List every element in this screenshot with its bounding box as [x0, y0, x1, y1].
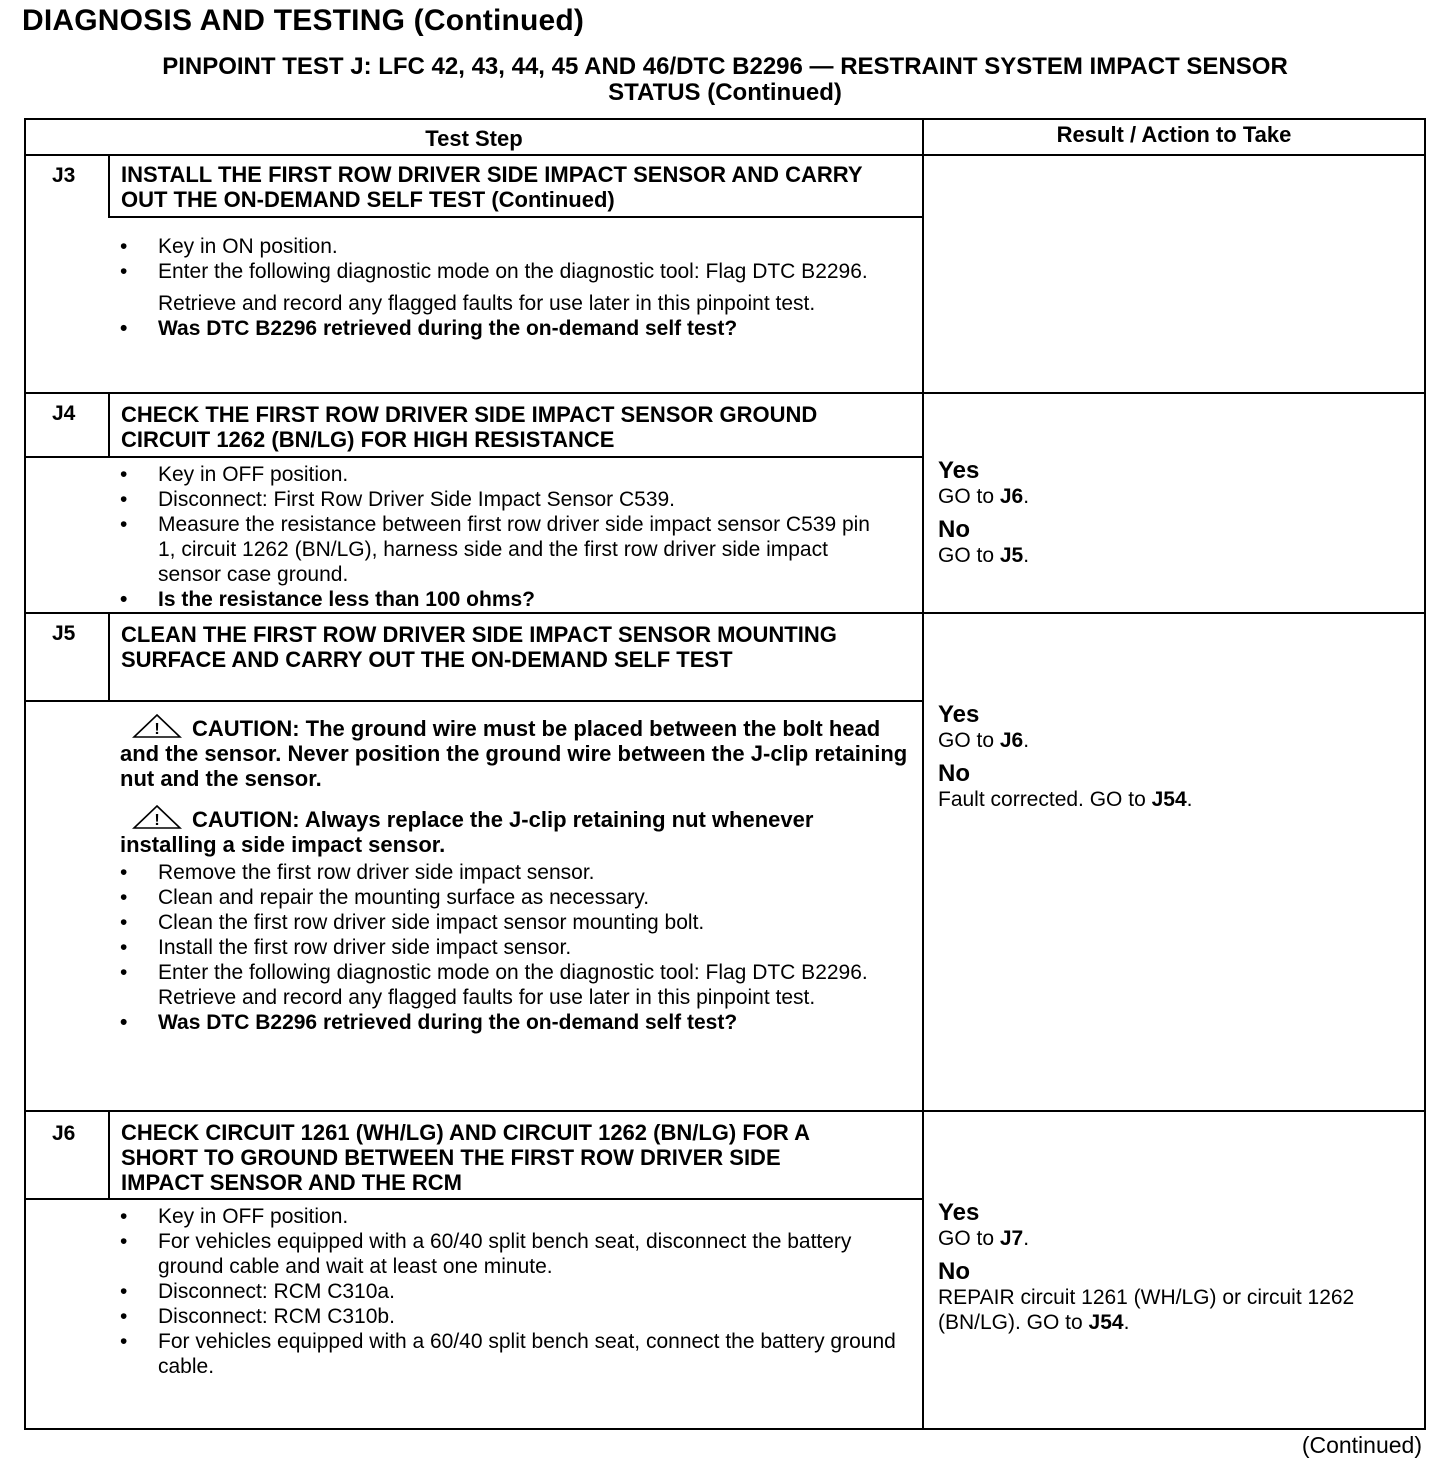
goto-link[interactable]: J5	[999, 544, 1024, 567]
warning-icon	[132, 714, 182, 738]
step-question: • Was DTC B2296 retrieved during the on-demand self test?	[120, 1010, 910, 1035]
list-item: • Enter the following diagnostic mode on the diagnostic tool: Flag DTC B2296.	[120, 259, 910, 284]
step-note: Retrieve and record any flagged faults for use later in this pinpoint test.	[158, 292, 816, 315]
step-divider	[26, 612, 1426, 614]
footer-continued: (Continued)	[1301, 1432, 1422, 1458]
step-note: Retrieve and record any flagged faults for use later in this pinpoint test.	[158, 986, 816, 1009]
step-divider	[26, 392, 1426, 394]
step-title-j5: CLEAN THE FIRST ROW DRIVER SIDE IMPACT SENSOR MOUNTING SURFACE AND CARRY OUT THE ON-DEMAND SELF TEST	[121, 622, 837, 672]
subtitle-line-2: STATUS (Continued)	[608, 79, 842, 106]
result-yes-label: Yes	[938, 457, 980, 484]
step-body-j5	[120, 714, 910, 1035]
step-body-j3	[120, 234, 910, 341]
step-divider	[26, 1110, 1426, 1112]
header-result-action: Result / Action to Take	[1056, 122, 1292, 147]
list-item: • Install the first row driver side impact sensor.	[120, 935, 910, 960]
list-item: • Key in ON position.	[120, 234, 910, 259]
header-divider	[26, 154, 1426, 156]
step-id-j6: J6	[52, 1122, 76, 1145]
result-j5	[938, 702, 1418, 820]
list-item: • Remove the first row driver side impact sensor.	[120, 860, 910, 885]
goto-link[interactable]: J6	[999, 729, 1024, 752]
step-question: • Is the resistance less than 100 ohms?	[120, 587, 880, 612]
title-divider	[26, 1198, 922, 1200]
id-divider	[108, 154, 110, 218]
id-divider	[108, 612, 110, 702]
svg-text:!: !	[154, 721, 160, 738]
list-item: • Disconnect: RCM C310b.	[120, 1304, 910, 1329]
goto-link[interactable]: J7	[999, 1227, 1024, 1250]
list-item: • Key in OFF position.	[120, 1204, 910, 1229]
result-no-action: GO to J5.	[938, 544, 1030, 567]
result-yes-label: Yes	[938, 1199, 980, 1226]
result-yes-label: Yes	[938, 701, 980, 728]
step-title-j6: CHECK CIRCUIT 1261 (WH/LG) AND CIRCUIT 1262 (BN/LG) FOR A SHORT TO GROUND BETWEEN THE FIRST ROW DRIVER SIDE IMPACT SENSOR AND THE RCM	[121, 1120, 810, 1195]
pinpoint-test-subtitle	[40, 54, 1410, 106]
result-j4	[938, 458, 1418, 576]
title-divider	[26, 700, 922, 702]
step-title-j4: CHECK THE FIRST ROW DRIVER SIDE IMPACT SENSOR GROUND CIRCUIT 1262 (BN/LG) FOR HIGH RESISTANCE	[121, 402, 818, 452]
id-divider	[108, 1110, 110, 1200]
result-j6	[938, 1200, 1408, 1343]
column-divider	[922, 120, 924, 1430]
result-yes-action: GO to J7.	[938, 1227, 1030, 1250]
result-no-label: No	[938, 760, 970, 787]
list-item: • Key in OFF position.	[120, 462, 880, 487]
header-test-step: Test Step	[425, 126, 523, 151]
result-yes-action: GO to J6.	[938, 729, 1030, 752]
title-divider	[108, 216, 922, 218]
step-body-j6	[120, 1204, 910, 1379]
list-item: • Clean the first row driver side impact sensor mounting bolt.	[120, 910, 910, 935]
step-id-j3: J3	[52, 164, 76, 187]
page-title: DIAGNOSIS AND TESTING (Continued)	[22, 4, 585, 37]
step-title-j3: INSTALL THE FIRST ROW DRIVER SIDE IMPACT SENSOR AND CARRY OUT THE ON-DEMAND SELF TEST (Continued)	[121, 162, 863, 212]
caution-note: ! CAUTION: Always replace the J-clip retaining nut whenever installing a side impact sensor.	[120, 807, 814, 857]
list-item: • Disconnect: RCM C310a.	[120, 1279, 910, 1304]
list-item: • Measure the resistance between first row driver side impact sensor C539 pin 1, circuit 1262 (BN/LG), harness side and the first row driver side impact sensor case ground.	[120, 512, 880, 587]
step-id-j4: J4	[52, 402, 76, 425]
goto-link[interactable]: J54	[1088, 1311, 1124, 1334]
list-item: • For vehicles equipped with a 60/40 split bench seat, connect the battery ground cable.	[120, 1329, 910, 1379]
warning-icon	[132, 805, 182, 829]
subtitle-line-1: PINPOINT TEST J: LFC 42, 43, 44, 45 AND 46/DTC B2296 — RESTRAINT SYSTEM IMPACT SENSOR	[162, 53, 1288, 80]
svg-text:!: !	[154, 812, 160, 829]
list-item: • Clean and repair the mounting surface as necessary.	[120, 885, 910, 910]
result-yes-action: GO to J6.	[938, 485, 1030, 508]
goto-link[interactable]: J54	[1151, 788, 1187, 811]
result-no-label: No	[938, 516, 970, 543]
goto-link[interactable]: J6	[999, 485, 1024, 508]
caution-note: ! CAUTION: The ground wire must be placed between the bolt head and the sensor. Never position the ground wire between the J-clip retaining nut and the sensor.	[120, 716, 908, 791]
title-divider	[26, 456, 922, 458]
step-id-j5: J5	[52, 622, 76, 645]
list-item: • Enter the following diagnostic mode on the diagnostic tool: Flag DTC B2296.	[120, 960, 910, 985]
result-no-action: REPAIR circuit 1261 (WH/LG) or circuit 1262 (BN/LG). GO to J54.	[938, 1286, 1355, 1334]
id-divider	[108, 392, 110, 458]
list-item: • For vehicles equipped with a 60/40 split bench seat, disconnect the battery ground cable and wait at least one minute.	[120, 1229, 910, 1279]
list-item: • Disconnect: First Row Driver Side Impact Sensor C539.	[120, 487, 880, 512]
result-no-action: Fault corrected. GO to J54.	[938, 788, 1193, 811]
pinpoint-test-table	[24, 118, 1426, 1430]
step-body-j4	[120, 462, 880, 612]
result-no-label: No	[938, 1258, 970, 1285]
step-question: • Was DTC B2296 retrieved during the on-demand self test?	[120, 316, 910, 341]
